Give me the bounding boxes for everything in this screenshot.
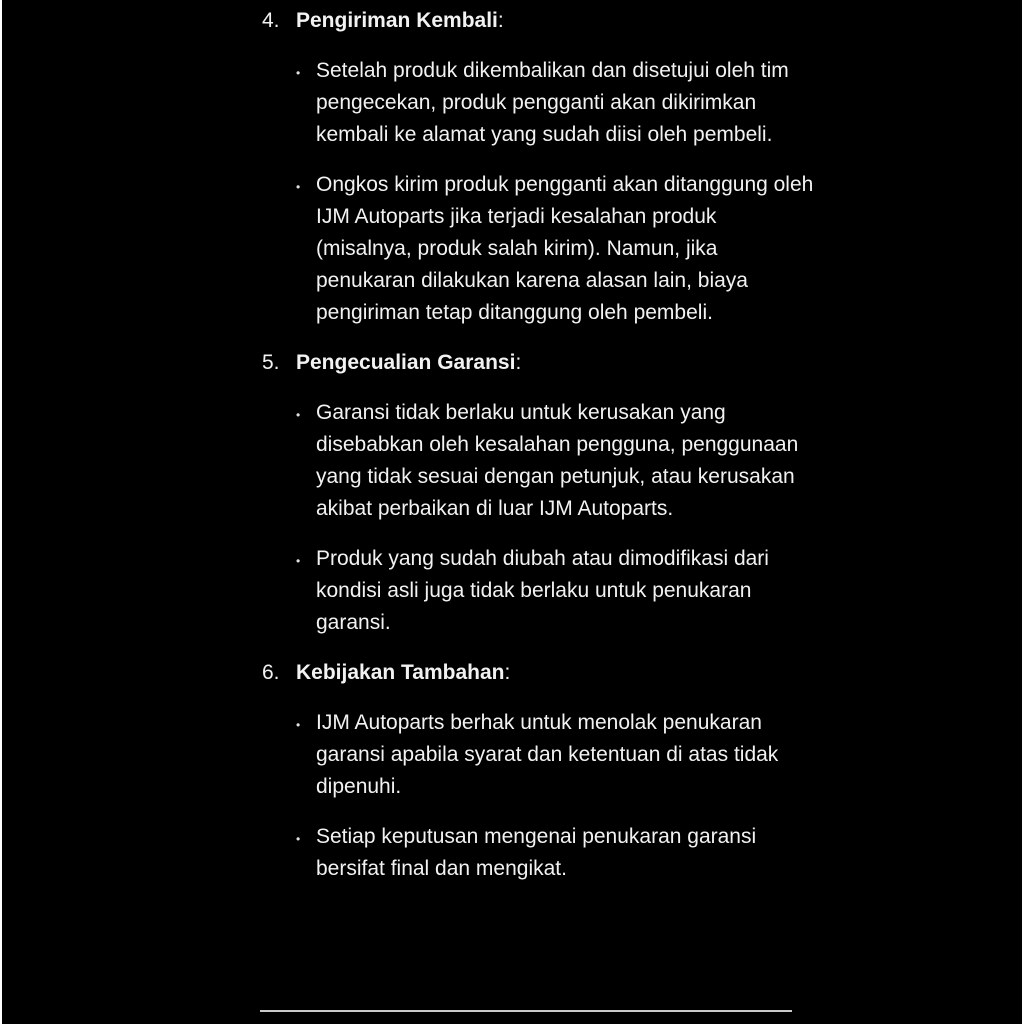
bullet-item <box>262 821 814 885</box>
section-title: Pengiriman Kembali <box>296 9 498 32</box>
bullet-text: Garansi tidak berlaku untuk kerusakan yang disebabkan oleh kesalahan pengguna, penggunaan yang tidak sesuai dengan petunjuk, atau kerusakan akibat perbaikan di luar IJM Autoparts. <box>316 401 799 520</box>
section-title: Pengecualian Garansi <box>296 351 516 374</box>
policy-document <box>262 5 814 903</box>
section-title-wrap <box>296 657 510 689</box>
section-number: 4. <box>262 9 280 32</box>
bullet-icon: • <box>296 408 301 422</box>
bullet-icon: • <box>296 832 301 846</box>
bullet-item <box>262 543 814 639</box>
bullet-text: IJM Autoparts berhak untuk menolak penukaran garansi apabila syarat dan ketentuan di atas tidak dipenuhi. <box>316 711 779 798</box>
section-pengiriman-kembali <box>262 5 814 329</box>
bottom-divider <box>260 1010 792 1012</box>
bullet-item <box>262 169 814 329</box>
left-edge-line <box>0 0 2 1024</box>
section-heading <box>262 5 814 37</box>
bullet-item <box>262 55 814 151</box>
bullet-text: Produk yang sudah diubah atau dimodifikasi dari kondisi asli juga tidak berlaku untuk penukaran garansi. <box>316 547 769 634</box>
section-title-wrap <box>296 347 521 379</box>
section-title: Kebijakan Tambahan <box>296 661 505 684</box>
bullet-item <box>262 397 814 525</box>
section-title-suffix: : <box>497 9 504 32</box>
bullet-icon: • <box>296 718 301 732</box>
bullet-item <box>262 707 814 803</box>
bullet-icon: • <box>296 554 301 568</box>
bullet-text: Ongkos kirim produk pengganti akan ditanggung oleh IJM Autoparts jika terjadi kesalahan produk (misalnya, produk salah kirim). Namun, jika penukaran dilakukan karena alasan lain, biaya pengiriman tetap ditanggung oleh pembeli. <box>316 173 814 324</box>
section-number: 5. <box>262 351 280 374</box>
section-title-wrap <box>296 5 504 37</box>
section-heading <box>262 657 814 689</box>
section-heading <box>262 347 814 379</box>
bullet-icon: • <box>296 66 301 80</box>
bullet-text: Setiap keputusan mengenai penukaran garansi bersifat final dan mengikat. <box>316 825 757 880</box>
bullet-icon: • <box>296 180 301 194</box>
section-title-suffix: : <box>515 351 522 374</box>
section-title-suffix: : <box>504 661 511 684</box>
section-pengecualian-garansi <box>262 347 814 639</box>
section-number: 6. <box>262 661 280 684</box>
section-kebijakan-tambahan <box>262 657 814 885</box>
bullet-text: Setelah produk dikembalikan dan disetujui oleh tim pengecekan, produk pengganti akan dikirimkan kembali ke alamat yang sudah diisi oleh pembeli. <box>316 59 789 146</box>
